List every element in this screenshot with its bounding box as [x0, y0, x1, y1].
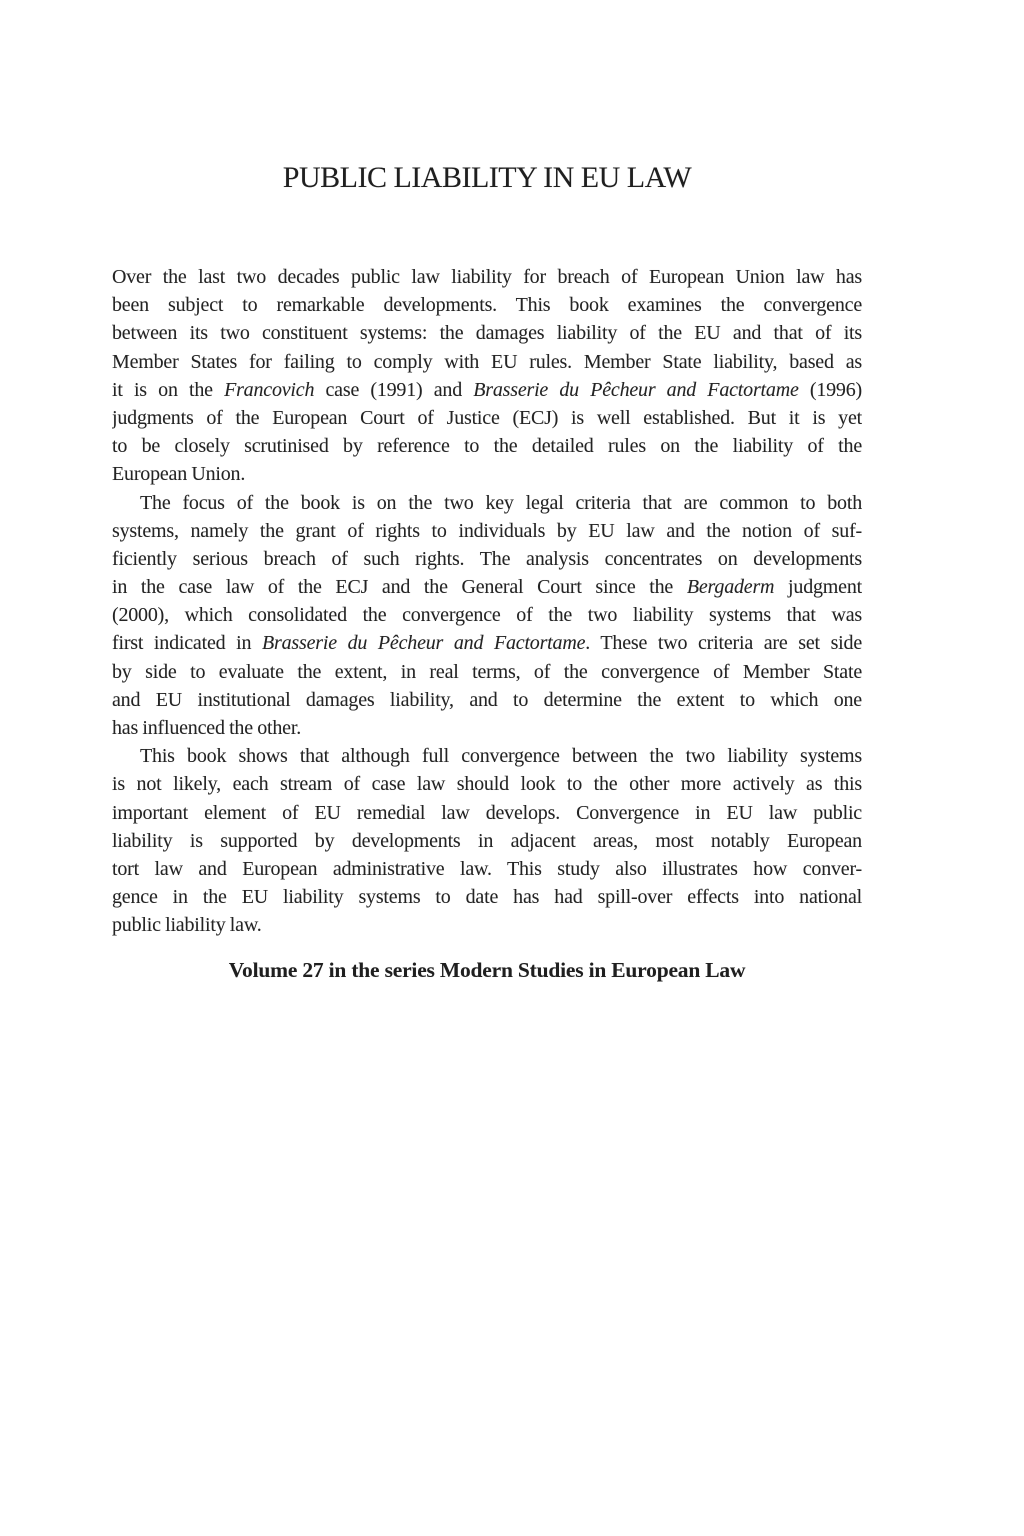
text-segment: ficiently serious breach of such rights. The analysis concentrates on developments	[112, 547, 862, 570]
text-segment: between its two constituent systems: the damages liability of the EU and that of its	[112, 322, 862, 345]
text-segment: is not likely, each stream of case law should look to the other more actively as this	[112, 773, 862, 796]
text-segment: been subject to remarkable developments. This book examines the convergence	[112, 294, 862, 317]
text-segment: The focus of the book is on the two key legal criteria that are common to both	[140, 491, 862, 514]
text-segment: important element of EU remedial law develops. Convergence in EU law public	[112, 801, 862, 824]
text-segment: and EU institutional damages liability, and to determine the extent to which one	[112, 688, 862, 711]
text-line	[112, 827, 862, 855]
text-segment: tort law and European administrative law. This study also illustrates how conver-	[112, 857, 862, 880]
text-line	[112, 658, 862, 686]
text-line	[112, 770, 862, 798]
text-line	[112, 573, 862, 601]
text-segment: first indicated in	[112, 632, 263, 655]
case-name-italic: Bergaderm	[686, 576, 775, 599]
text-segment: to be closely scrutinised by reference to the detailed rules on the liability of the	[112, 435, 862, 458]
text-segment: it is on the	[112, 378, 225, 401]
text-segment: European Union.	[112, 463, 246, 486]
text-line	[112, 601, 862, 629]
page-title: PUBLIC LIABILITY IN EU LAW	[282, 161, 692, 194]
text-segment: (1996)	[798, 378, 862, 401]
text-segment: judgments of the European Court of Justice (ECJ) is well established. But it is yet	[112, 406, 862, 429]
text-line	[112, 376, 862, 404]
text-segment: Over the last two decades public law liability for breach of European Union law has	[112, 266, 862, 288]
series-note: Volume 27 in the series Modern Studies in European Law	[228, 958, 746, 982]
text-line	[112, 686, 862, 714]
text-line	[112, 517, 862, 545]
text-line	[112, 291, 862, 319]
text-segment: in the case law of the ECJ and the General Court since the	[112, 576, 687, 599]
text-segment: gence in the EU liability systems to date has had spill-over effects into national	[112, 886, 862, 909]
text-segment: public liability law.	[112, 914, 262, 937]
text-line	[112, 319, 862, 347]
text-line	[112, 545, 862, 573]
text-line	[112, 489, 862, 517]
text-line	[112, 883, 862, 911]
text-line	[112, 348, 862, 376]
paragraph	[112, 263, 862, 489]
text-segment: (2000), which consolidated the convergence of the two liability systems that was	[112, 604, 862, 627]
text-line	[112, 432, 862, 460]
text-line	[112, 460, 862, 488]
text-segment: judgment	[774, 576, 862, 599]
text-segment: Member States for failing to comply with EU rules. Member State liability, based as	[112, 350, 862, 373]
text-segment: by side to evaluate the extent, in real terms, of the convergence of Member State	[112, 660, 862, 683]
paragraph	[112, 489, 862, 743]
text-line	[112, 799, 862, 827]
text-segment: case (1991) and	[314, 378, 474, 401]
text-line	[112, 855, 862, 883]
text-segment: systems, namely the grant of rights to individuals by EU law and the notion of suf-	[112, 519, 862, 542]
text-line	[112, 742, 862, 770]
text-line	[112, 629, 862, 657]
text-segment: This book shows that although full convergence between the two liability systems	[140, 745, 862, 768]
case-name-italic: Brasserie du Pêcheur and Factortame	[473, 378, 799, 401]
text-segment: . These two criteria are set side	[585, 632, 862, 655]
case-name-italic: Francovich	[224, 378, 315, 401]
text-line	[112, 911, 862, 939]
case-name-italic: Brasserie du Pêcheur and Factortame	[262, 632, 586, 655]
blurb-paragraphs	[112, 263, 862, 940]
text-segment: has influenced the other.	[112, 717, 301, 739]
text-line	[112, 404, 862, 432]
paragraph	[112, 742, 862, 939]
text-line	[112, 263, 862, 291]
text-segment: liability is supported by developments in adjacent areas, most notably European	[112, 829, 862, 852]
text-line	[112, 714, 862, 742]
